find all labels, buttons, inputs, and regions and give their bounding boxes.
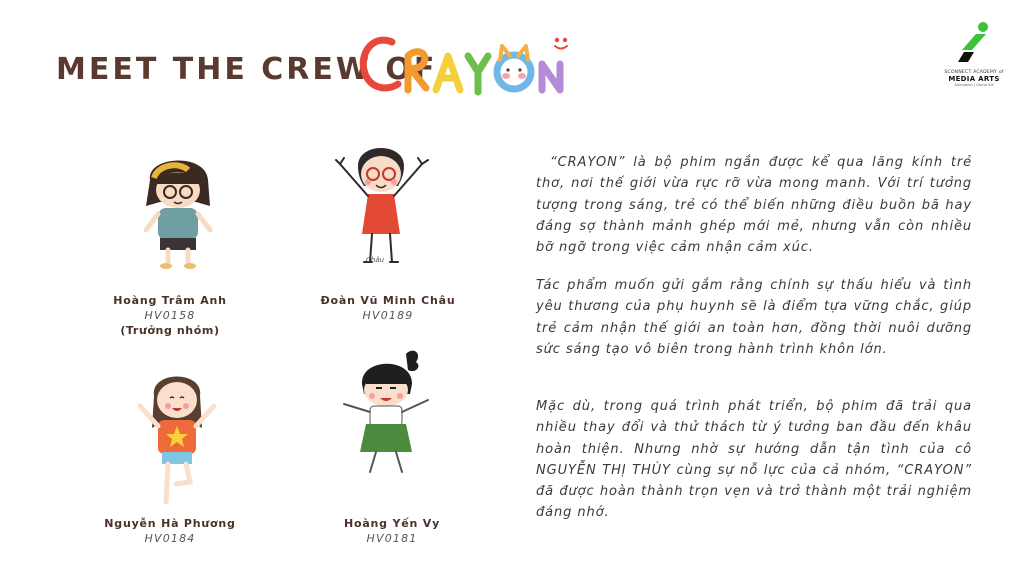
signature-chau: Châu [366,256,385,264]
member-name: Hoàng Yến Vy [343,517,441,530]
member-avatar-tram-anh [136,150,220,272]
page-title: MEET THE CREW OF [56,52,438,87]
member-name: Đoàn Vũ Minh Châu [320,294,456,307]
member-avatar-minh-chau [328,138,434,270]
academy-logo [938,20,1010,87]
academy-line3: Animation | Game Art [954,83,994,87]
member-id: HV0184 [144,532,196,545]
academy-line1: SCONNECT ACADEMY of [944,70,1004,75]
intro-paragraph: “CRAYON” là bộ phim ngắn được kể qua lăng kính trẻ thơ, nơi thế giới vừa rực rỡ vừa mong manh. Với trí tưởng tượng trong sáng, trẻ có thể biến những điều buồn bã hay đáng sợ thành mảnh ghép mới mẻ, nhưng vẫn còn nhiều bỡ ngỡ trong việc cảm nhận cảm xúc. [536,155,972,256]
member-id: HV0181 [366,532,418,545]
member-card-ha-phuong [70,517,270,545]
crayon-logo [356,26,576,102]
academy-line2: MEDIA ARTS [948,75,1000,83]
academy-s-icon [954,20,994,66]
member-name: Nguyễn Hà Phương [104,517,236,530]
member-id: HV0158 [144,309,196,322]
thanks-paragraph: Mặc dù, trong quá trình phát triển, bộ phim đã trải qua nhiều thay đổi và thử thách từ ý tưởng ban đầu đến khâu hoàn thiện. Nhưng nhờ sự hướng dẫn tận tình của cô NGUYỄN THỊ THÙY cùng sự nỗ lực của cả nhóm, “CRAYON” đã được hoàn thành trọn vẹn và trở thành một trải nghiệm đáng nhớ. [536,399,972,521]
member-id: HV0189 [362,309,414,322]
member-card-yen-vy [292,517,492,545]
member-card-minh-chau [288,294,488,322]
member-avatar-ha-phuong [132,366,222,508]
member-card-tram-anh [70,294,270,337]
member-name: Hoàng Trâm Anh [113,294,227,307]
member-role: (Trưởng nhóm) [120,324,220,337]
member-avatar-yen-vy [336,344,436,480]
message-paragraph: Tác phẩm muốn gửi gắm rằng chính sự thấu hiểu và tình yêu thương của phụ huynh sẽ là điểm tựa vững chắc, giúp trẻ cảm nhận thế giới an toàn hơn, đồng thời nuôi dưỡng sức sáng tạo vô biên trong hành trình khôn lớn. [536,278,972,357]
